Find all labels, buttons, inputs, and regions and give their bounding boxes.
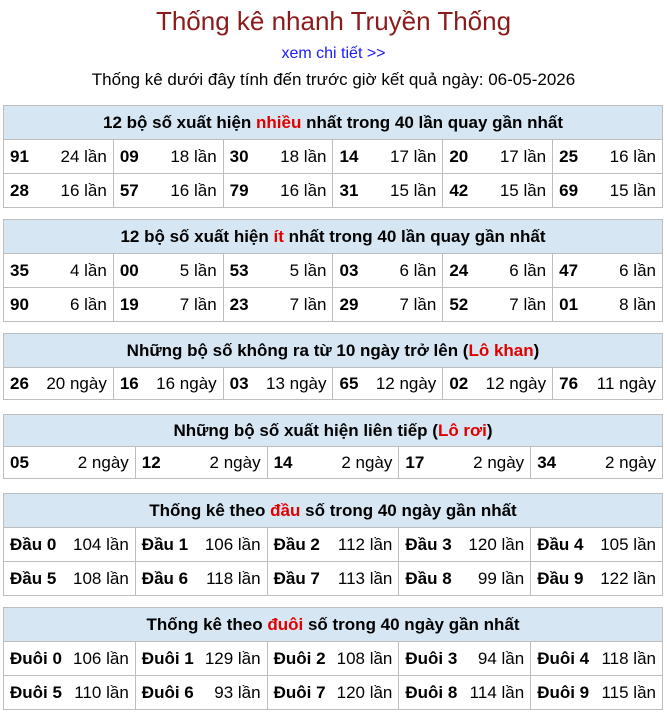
lo-roi-cell-count: 2 ngày [604,452,656,472]
dau-cell-count: 105 lần [600,534,656,554]
duoi-cell-count: 110 lần [74,682,129,702]
dau-cell-label: Đầu 9 [537,568,584,588]
number-cell-count: 6 lần [399,260,437,280]
dau-cell-count: 104 lần [73,534,129,554]
table-row [4,140,663,174]
duoi-cell-count: 108 lần [336,648,393,668]
lo-khan-cell-label: 03 [229,373,249,393]
dau-cell-label: Đầu 3 [405,534,452,554]
table-row [4,562,663,596]
number-cell-label: 03 [339,260,359,280]
number-cell [223,140,333,174]
number-cell-count: 15 lần [609,180,656,200]
lo-khan-cell [223,368,333,400]
number-cell-count: 17 lần [499,146,547,166]
duoi-cell-count: 120 lần [336,682,393,702]
lo-khan-cell-count: 11 ngày [596,373,656,393]
number-cell-label: 14 [339,146,359,166]
lo-khan-cell-label: 02 [449,373,469,393]
number-cell [4,288,114,322]
duoi-cell-label: Đuôi 6 [141,682,194,702]
duoi-cell-count: 118 lần [601,648,656,668]
lo-roi-cell [135,447,267,479]
dau-cell [267,528,399,562]
dau-cell-count: 108 lần [73,568,129,588]
detail-link[interactable]: xem chi tiết >> [281,45,386,62]
number-cell-label: 52 [449,294,469,314]
dau-cell-count: 113 lần [337,568,393,588]
number-cell-label: 30 [229,146,249,166]
number-cell-label: 91 [10,146,29,166]
duoi-cell-label: Đuôi 1 [141,648,194,668]
lo-roi-cell-label: 17 [405,452,425,472]
lo-roi-cell-count: 2 ngày [77,452,129,472]
duoi-cell [135,642,267,676]
number-cell [223,288,333,322]
dau-cell-label: Đầu 6 [141,568,189,588]
duoi-cell-label: Đuôi 8 [405,682,458,702]
number-cell-count: 6 lần [69,294,107,314]
number-cell-count: 7 lần [509,294,547,314]
dau-cell-count: 106 lần [204,534,261,554]
number-cell [443,140,553,174]
dau-cell-count: 122 lần [600,568,656,588]
lo-roi-heading: Những bộ số xuất hiện liên tiếp (Lô rơi) [4,415,663,447]
lo-roi-cell-label: 34 [537,452,557,472]
number-cell-label: 42 [449,180,469,200]
table-row [4,642,663,676]
number-cell [333,174,443,208]
lo-roi-cell [531,447,663,479]
lo-khan-cell [4,368,114,400]
duoi-cell [267,642,399,676]
number-cell [113,288,223,322]
duoi-cell-count: 114 lần [469,682,525,702]
lo-roi-cell-count: 2 ngày [473,452,525,472]
dau-cell [4,528,136,562]
dau-cell-count: 118 lần [206,568,261,588]
number-cell [223,174,333,208]
number-cell [113,254,223,288]
dau-cell-label: Đầu 1 [141,534,189,554]
lo-roi-table [3,414,663,479]
number-cell-count: 5 lần [289,260,327,280]
most-frequent-table [3,105,663,208]
dau-cell [399,528,531,562]
dau-table [3,493,663,596]
number-cell-label: 35 [10,260,29,280]
number-cell-count: 18 lần [170,146,217,166]
lo-khan-cell-label: 16 [119,373,139,393]
number-cell-label: 20 [449,146,469,166]
duoi-cell [4,676,136,710]
duoi-cell [399,642,531,676]
lo-khan-cell [113,368,223,400]
duoi-cell [531,642,663,676]
number-cell-count: 18 lần [280,146,327,166]
lo-roi-cell [4,447,136,479]
number-cell-label: 69 [559,180,579,200]
dau-cell-label: Đầu 7 [273,568,320,588]
number-cell-count: 24 lần [60,146,107,166]
duoi-cell [135,676,267,710]
number-cell [113,174,223,208]
dau-heading: Thống kê theo đầu số trong 40 ngày gần nhất [4,494,663,528]
table-row [4,254,663,288]
number-cell-count: 4 lần [69,260,107,280]
dau-cell-count: 120 lần [468,534,525,554]
lo-roi-cell-label: 05 [10,452,29,472]
lo-roi-cell-count: 2 ngày [209,452,261,472]
lo-roi-cell-label: 12 [141,452,161,472]
dau-cell [531,528,663,562]
lo-khan-heading: Những bộ số không ra từ 10 ngày trở lên (Lô khan) [4,334,663,368]
lo-khan-table [3,333,663,400]
number-cell-count: 7 lần [399,294,437,314]
intro-text: Thống kê dưới đây tính đến trước giờ kết quả ngày: 06-05-2026 [91,70,576,89]
number-cell [553,174,663,208]
table-row [4,528,663,562]
number-cell-count: 7 lần [289,294,327,314]
number-cell-count: 8 lần [619,294,656,314]
duoi-cell-label: Đuôi 2 [273,648,326,668]
number-cell-count: 16 lần [280,180,327,200]
least-frequent-heading: 12 bộ số xuất hiện ít nhất trong 40 lần quay gần nhất [4,220,663,254]
lo-khan-cell-label: 65 [339,373,359,393]
number-cell-label: 47 [559,260,579,280]
number-cell-label: 90 [10,294,29,314]
number-cell-label: 29 [339,294,359,314]
duoi-cell [399,676,531,710]
number-cell-count: 17 lần [389,146,437,166]
number-cell-label: 28 [10,180,29,200]
duoi-cell-label: Đuôi 7 [273,682,326,702]
page-title: Thống kê nhanh Truyền Thống [155,6,512,36]
lo-khan-cell [553,368,663,400]
number-cell [4,254,114,288]
number-cell-label: 09 [119,146,139,166]
duoi-cell-label: Đuôi 3 [405,648,458,668]
lo-khan-cell-count: 13 ngày [265,373,327,393]
number-cell-count: 16 lần [170,180,217,200]
number-cell [553,254,663,288]
number-cell [333,288,443,322]
number-cell-label: 00 [119,260,139,280]
lo-roi-cell-count: 2 ngày [341,452,393,472]
dau-cell [267,562,399,596]
lo-khan-cell-label: 26 [10,373,29,393]
dau-cell-label: Đầu 0 [10,534,57,554]
least-frequent-table [3,219,663,322]
duoi-cell [531,676,663,710]
number-cell-count: 16 lần [609,146,656,166]
number-cell [113,140,223,174]
lo-khan-cell-label: 76 [559,373,579,393]
lo-khan-cell-count: 16 ngày [156,373,217,393]
number-cell-label: 79 [229,180,249,200]
dau-cell-label: Đầu 2 [273,534,320,554]
lo-khan-cell [333,368,443,400]
dau-cell [531,562,663,596]
table-row [4,676,663,710]
number-cell-count: 15 lần [499,180,547,200]
number-cell [443,288,553,322]
dau-cell-label: Đầu 4 [537,534,584,554]
lo-khan-cell [443,368,553,400]
number-cell [443,254,553,288]
lo-khan-cell-count: 12 ngày [375,373,437,393]
number-cell [443,174,553,208]
table-row [4,368,663,400]
number-cell-label: 19 [119,294,139,314]
dau-cell-count: 99 lần [477,568,525,588]
number-cell-label: 25 [559,146,579,166]
table-row [4,447,663,479]
dau-cell [135,562,267,596]
dau-cell-count: 112 lần [337,534,393,554]
duoi-table [3,607,663,710]
dau-cell-label: Đầu 5 [10,568,57,588]
number-cell-label: 01 [559,294,579,314]
number-cell [223,254,333,288]
duoi-cell-label: Đuôi 4 [537,648,590,668]
number-cell-count: 15 lần [389,180,437,200]
dau-cell [4,562,136,596]
duoi-cell-count: 115 lần [601,682,656,702]
duoi-cell-label: Đuôi 5 [10,682,62,702]
lo-khan-cell-count: 20 ngày [46,373,107,393]
duoi-cell-label: Đuôi 0 [10,648,62,668]
most-frequent-heading: 12 bộ số xuất hiện nhiều nhất trong 40 lần quay gần nhất [4,106,663,140]
dau-cell-label: Đầu 8 [405,568,452,588]
number-cell-count: 6 lần [509,260,547,280]
duoi-heading: Thống kê theo đuôi số trong 40 ngày gần nhất [4,608,663,642]
number-cell-count: 6 lần [619,260,656,280]
duoi-cell-count: 94 lần [477,648,525,668]
number-cell-label: 57 [119,180,139,200]
number-cell-count: 16 lần [60,180,107,200]
number-cell [553,140,663,174]
number-cell [333,140,443,174]
table-row [4,288,663,322]
lo-roi-cell [267,447,399,479]
number-cell-label: 31 [339,180,359,200]
duoi-cell [267,676,399,710]
duoi-cell-count: 93 lần [214,682,261,702]
number-cell-count: 5 lần [179,260,217,280]
number-cell-label: 24 [449,260,469,280]
lo-roi-cell-label: 14 [273,452,293,472]
number-cell [333,254,443,288]
dau-cell [135,528,267,562]
number-cell [4,174,114,208]
number-cell-count: 7 lần [179,294,217,314]
number-cell-label: 53 [229,260,249,280]
number-cell-label: 23 [229,294,249,314]
table-row [4,174,663,208]
number-cell [553,288,663,322]
lo-roi-cell [399,447,531,479]
number-cell [4,140,114,174]
dau-cell [399,562,531,596]
lo-khan-cell-count: 12 ngày [485,373,547,393]
duoi-cell-label: Đuôi 9 [537,682,590,702]
duoi-cell [4,642,136,676]
duoi-cell-count: 129 lần [204,648,261,668]
duoi-cell-count: 106 lần [73,648,129,668]
